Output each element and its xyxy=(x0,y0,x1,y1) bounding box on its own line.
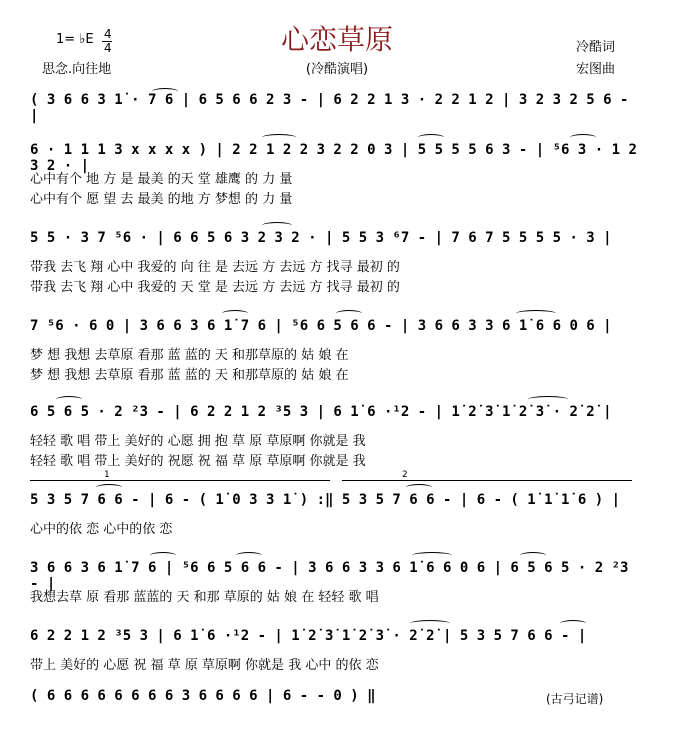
slur xyxy=(236,552,262,559)
slur xyxy=(520,552,546,559)
lyric-line-1: 心中有个 地 方 是 最美 的天 堂 雄鹰 的 力 量 xyxy=(30,172,293,187)
notation-line: 7 ⁵6 · 6 0 | 3 6 6 3 6 1̇ 7 6 | ⁵6 6 5 6 6 - | 3 6 6 3 3 6 1̇ 6 6 0 6 | xyxy=(30,318,612,334)
notation-line: ( 3 6 6 3 1̇ · 7 6 | 6 5 6 6 2 3 - | 6 2 2 1 3 · 2 2 1 2 | 3 2 3 2 5 6 - | xyxy=(30,92,629,124)
lyric-line-2: 带我 去飞 翔 心中 我爱的 天 堂 是 去远 方 去远 方 找寻 最初 的 xyxy=(30,280,400,295)
slur xyxy=(406,484,432,491)
time-signature-numerator: 4 xyxy=(104,27,112,41)
notation-line: 5 3 5 7 6 6 - | 6 - ( 1̇ 0 3 3 1̇ ) :‖ 5 3 5 7 6 6 - | 6 - ( 1̇ 1̇ 1̇ 6 ) | xyxy=(30,492,621,508)
lyric-line-1: 带上 美好的 心愿 祝 福 草 原 草原啊 你就是 我 心中 的依 恋 xyxy=(30,658,379,673)
slur xyxy=(262,134,296,141)
performer: (冷酷演唱) xyxy=(305,62,369,77)
lyric-line-2: 心中有个 愿 望 去 最美 的地 方 梦想 的 力 量 xyxy=(30,192,293,207)
lyric-line-2: 梦 想 我想 去草原 看那 蓝 蓝的 天 和那草原的 姑 娘 在 xyxy=(30,368,349,383)
lyric-line-1: 梦 想 我想 去草原 看那 蓝 蓝的 天 和那草原的 姑 娘 在 xyxy=(30,348,349,363)
notation-line: 6 2 2 1 2 ³5 3 | 6 1̇ 6 ·¹2 - | 1̇ 2̇ 3̇ 1̇ 2̇ 3̇ · 2̇ 2̇ | 5 3 5 7 6 6 - | xyxy=(30,628,587,644)
notation-line: 6 · 1 1 1 3 x x x x ) | 2 2 1 2 2 3 2 2 0 3 | 5 5 5 5 6 3 - | ⁵6 3 · 1 2 3 2 · | xyxy=(30,142,637,174)
key-signature: 1= ♭E xyxy=(56,32,94,47)
slur xyxy=(262,222,292,229)
volta-bracket-1 xyxy=(30,480,330,481)
slur xyxy=(412,552,452,559)
slur xyxy=(336,310,362,317)
lyric-line-1: 带我 去飞 翔 心中 我爱的 向 往 是 去远 方 去远 方 找寻 最初 的 xyxy=(30,260,400,275)
slur xyxy=(96,484,122,491)
slur xyxy=(410,620,450,627)
slur xyxy=(56,396,82,403)
mood-marking: 思念.向往地 xyxy=(42,62,112,77)
notation-line: 6 5 6 5 · 2 ²3 - | 6 2 2 1 2 ³5 3 | 6 1̇ 6 ·¹2 - | 1̇ 2̇ 3̇ 1̇ 2̇ 3̇ · 2̇ 2̇ | xyxy=(30,404,612,420)
slur xyxy=(418,134,444,141)
composer: 宏图曲 xyxy=(576,62,616,77)
slur xyxy=(570,134,596,141)
slur xyxy=(152,88,178,95)
slur xyxy=(528,396,568,403)
time-signature-denominator: 4 xyxy=(104,41,112,55)
notation-line: 5 5 · 3 7 ⁵6 · | 6 6 5 6 3 2 3 2 · | 5 5 3 ⁶7 - | 7 6 7 5 5 5 5 · 3 | xyxy=(30,230,612,246)
lyric-line-1: 轻轻 歌 唱 带上 美好的 心愿 拥 抱 草 原 草原啊 你就是 我 xyxy=(30,434,366,449)
lyricist: 冷酷词 xyxy=(576,40,616,55)
slur xyxy=(222,310,248,317)
notation-line: ( 6 6 6 6 6 6 6 6 3 6 6 6 6 | 6 - - 0 ) ‖ xyxy=(30,688,376,704)
lyric-line-1: 心中的依 恋 心中的依 恋 xyxy=(30,522,173,537)
song-title: 心恋草原 xyxy=(280,23,393,56)
lyric-line-1: 我想去草 原 看那 蓝蓝的 天 和那 草原的 姑 娘 在 轻轻 歌 唱 xyxy=(30,590,379,605)
slur xyxy=(516,310,556,317)
slur xyxy=(150,552,176,559)
volta-number-1: 1 xyxy=(104,470,110,480)
notation-line: 3 6 6 3 6 1̇ 7 6 | ⁵6 6 5 6 6 - | 3 6 6 3 3 6 1̇ 6 6 0 6 | 6 5 6 5 · 2 ²3 - | xyxy=(30,560,629,592)
volta-number-2: 2 xyxy=(402,470,408,480)
transcriber-note: (古弓记谱) xyxy=(546,692,604,706)
volta-bracket-2 xyxy=(342,480,632,481)
lyric-line-2: 轻轻 歌 唱 带上 美好的 祝愿 祝 福 草 原 草原啊 你就是 我 xyxy=(30,454,366,469)
slur xyxy=(560,620,586,627)
